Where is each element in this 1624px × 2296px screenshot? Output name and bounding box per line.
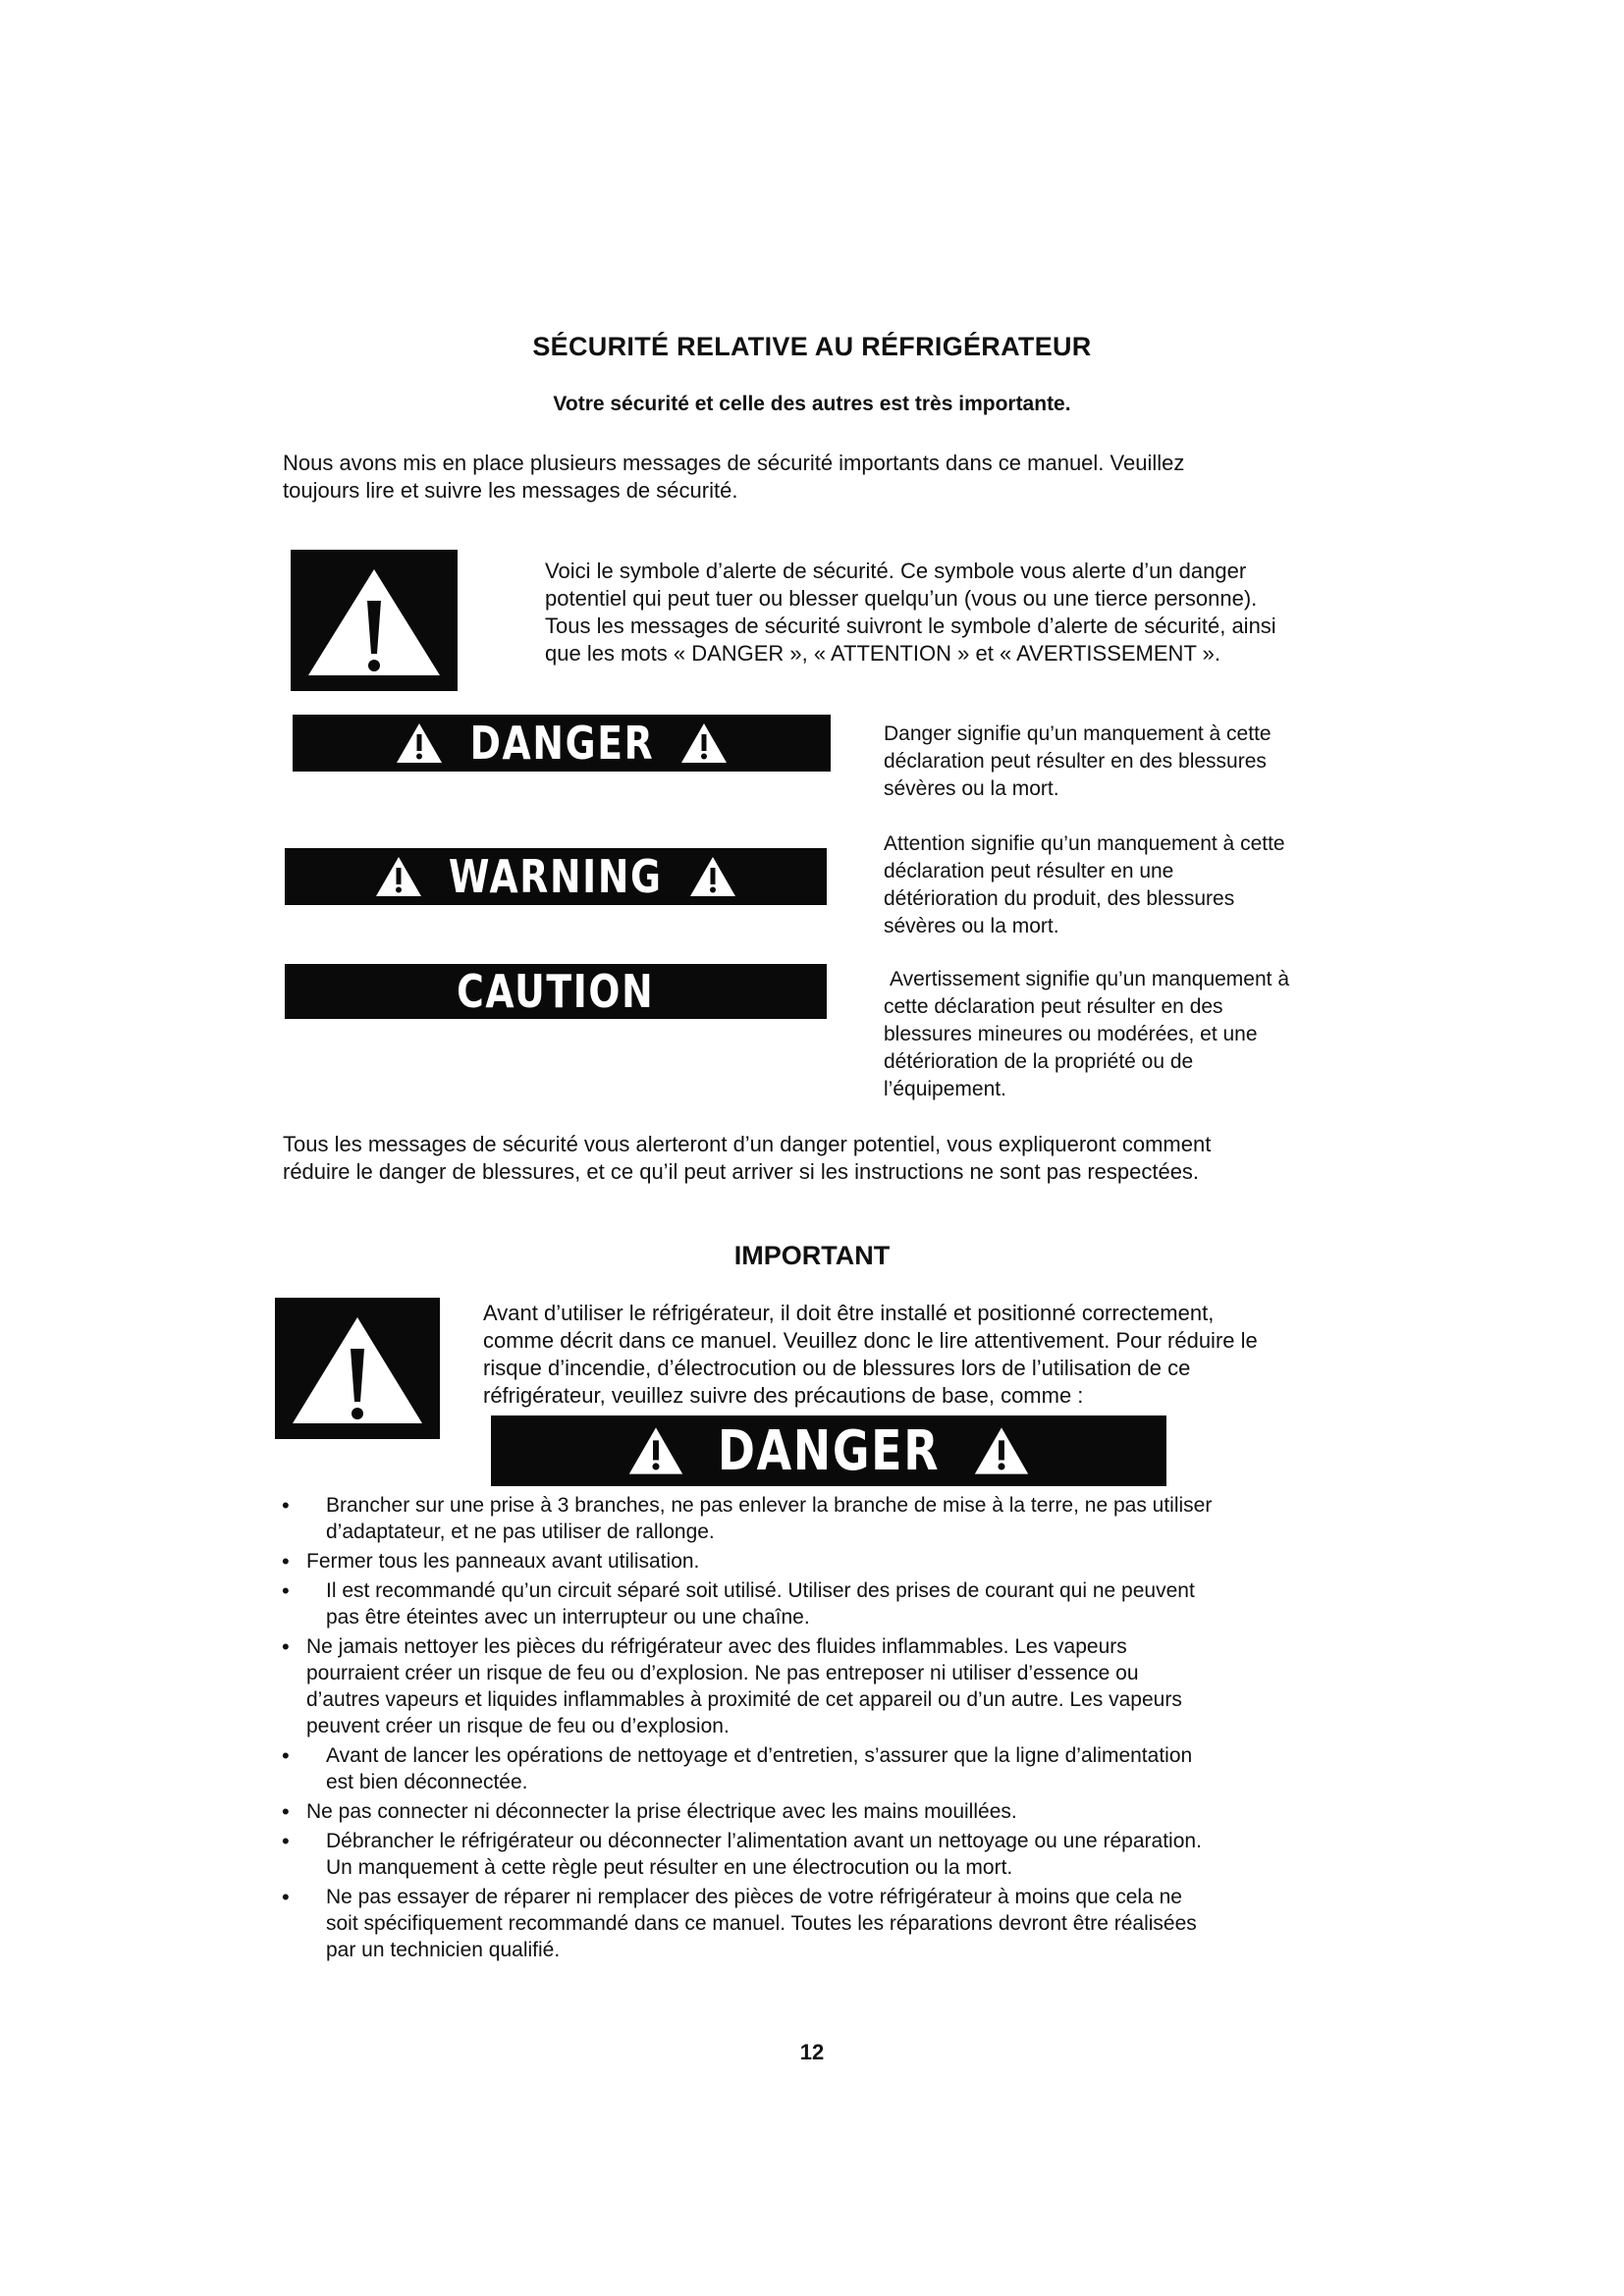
symbol-line: Tous les messages de sécurité suivront le symbole d’alerte de sécurité, ainsi [545,614,1276,638]
symbol-line: potentiel qui peut tuer ou blesser quelqu’un (vous ou une tierce personne). [545,586,1258,611]
danger-line: déclaration peut résulter en des blessures [884,750,1267,773]
list-item-line: d’adaptateur, et ne pas utiliser de rallonge. [326,1521,715,1543]
caution-line: blessures mineures ou modérées, et une [884,1023,1258,1045]
list-item [280,1798,1350,1825]
symbol-line: Voici le symbole d’alerte de sécurité. Ce symbole vous alerte d’un danger [545,559,1247,583]
list-item-line: Avant de lancer les opérations de nettoyage et d’entretien, s’assurer que la ligne d’alimentation [326,1744,1193,1767]
caution-description [884,966,1404,1103]
list-item-line: peuvent créer un risque de feu ou d’explosion. [306,1715,730,1737]
danger-banner [293,715,831,772]
list-item-line: par un technicien qualifié. [326,1939,561,1961]
warning-line: sévères ou la mort. [884,915,1059,937]
caution-line: Avertissement signifie qu’un manquement à [890,968,1290,990]
warning-triangle-icon [395,721,444,765]
danger-description [884,721,1394,803]
summary-line: Tous les messages de sécurité vous alerteront d’un danger potentiel, vous expliqueront comment [283,1132,1212,1156]
important-heading: IMPORTANT [733,1241,891,1270]
warning-line: Attention signifie qu’un manquement à cette [884,832,1285,855]
warning-triangle-icon [972,1425,1031,1476]
bullet-icon: • [282,1634,290,1659]
page-title: SÉCURITÉ RELATIVE AU RÉFRIGÉRATEUR [532,332,1092,361]
caution-banner-label: CAUTION [457,965,655,1018]
summary-line: réduire le danger de blessures, et ce qu’il peut arriver si les instructions ne sont pas respectées. [283,1159,1200,1184]
list-item-line: Un manquement à cette règle peut résulter en une électrocution ou la mort. [326,1856,1013,1879]
symbol-line: que les mots « DANGER », « ATTENTION » et « AVERTISSEMENT ». [545,641,1220,666]
caution-line: l’équipement. [884,1078,1006,1100]
bullet-icon: • [282,1743,290,1768]
danger-line: sévères ou la mort. [884,777,1059,800]
list-item [280,1577,1350,1630]
list-item [280,1633,1350,1739]
list-item [280,1548,1350,1575]
warning-description [884,830,1394,940]
bullet-icon: • [282,1885,290,1909]
warning-line: détérioration du produit, des blessures [884,887,1235,910]
safety-alert-symbol-icon [291,550,458,691]
list-item [280,1492,1350,1545]
intro-line: Nous avons mis en place plusieurs messages de sécurité importants dans ce manuel. Veuillez [283,451,1185,475]
list-item-line: Ne pas essayer de réparer ni remplacer des pièces de votre réfrigérateur à moins que cela ne [326,1886,1182,1908]
important-danger-banner-label: DANGER [717,1418,941,1483]
list-item-line: Fermer tous les panneaux avant utilisation. [306,1550,700,1573]
list-item [280,1828,1350,1881]
list-item-line: Il est recommandé qu’un circuit séparé soit utilisé. Utiliser des prises de courant qui ne peuvent [326,1579,1195,1602]
bullet-icon: • [282,1578,290,1603]
safety-bullet-list [280,1492,1350,1966]
intro-line: toujours lire et suivre les messages de sécurité. [283,478,738,503]
warning-line: déclaration peut résulter en une [884,860,1174,882]
bullet-icon: • [282,1493,290,1518]
caution-banner [285,964,827,1019]
important-line: comme décrit dans ce manuel. Veuillez donc le lire attentivement. Pour réduire le [483,1328,1258,1353]
intro-paragraph [283,450,1392,505]
warning-banner-label: WARNING [449,850,663,903]
list-item-line: Ne pas connecter ni déconnecter la prise électrique avec les mains mouillées. [306,1800,1017,1823]
list-item [280,1742,1350,1795]
important-paragraph [483,1300,1347,1410]
important-line: risque d’incendie, d’électrocution ou de blessures lors de l’utilisation de ce [483,1356,1191,1380]
important-line: Avant d’utiliser le réfrigérateur, il doit être installé et positionné correctement, [483,1301,1215,1325]
important-line: réfrigérateur, veuillez suivre des précautions de base, comme : [483,1383,1084,1408]
list-item-line: Brancher sur une prise à 3 branches, ne pas enlever la branche de mise à la terre, ne pas utiliser [326,1494,1213,1517]
warning-banner [285,848,827,905]
page-subtitle: Votre sécurité et celle des autres est très importante. [553,393,1071,415]
caution-line: cette déclaration peut résulter en des [884,995,1223,1018]
list-item [280,1884,1350,1963]
danger-banner-label: DANGER [469,717,654,770]
bullet-icon: • [282,1829,290,1853]
danger-line: Danger signifie qu’un manquement à cette [884,722,1272,745]
safety-alert-symbol-icon [275,1298,440,1439]
caution-line: détérioration de la propriété ou de [884,1050,1194,1073]
warning-triangle-icon [626,1425,685,1476]
list-item-line: Ne jamais nettoyer les pièces du réfrigérateur avec des fluides inflammables. Les vapeurs [306,1635,1127,1658]
list-item-line: est bien déconnectée. [326,1771,528,1793]
warning-triangle-icon [679,721,729,765]
list-item-line: Débrancher le réfrigérateur ou déconnecter l’alimentation avant un nettoyage ou une réparation. [326,1830,1202,1852]
list-item-line: pourraient créer un risque de feu ou d’explosion. Ne pas entreposer ni utiliser d’essence ou [306,1662,1139,1684]
important-danger-banner [491,1415,1166,1486]
bullet-icon: • [282,1549,290,1574]
warning-triangle-icon [374,855,423,898]
list-item-line: pas être éteintes avec un interrupteur ou une chaîne. [326,1606,810,1629]
list-item-line: soit spécifiquement recommandé dans ce manuel. Toutes les réparations devront être réalisées [326,1912,1197,1935]
bullet-icon: • [282,1799,290,1824]
summary-paragraph [283,1131,1412,1186]
page-number: 12 [799,2040,825,2064]
warning-triangle-icon [688,855,737,898]
list-item-line: d’autres vapeurs et liquides inflammables à proximité de cet appareil ou d’un autre. Les vapeurs [306,1688,1182,1711]
symbol-description [545,558,1370,667]
